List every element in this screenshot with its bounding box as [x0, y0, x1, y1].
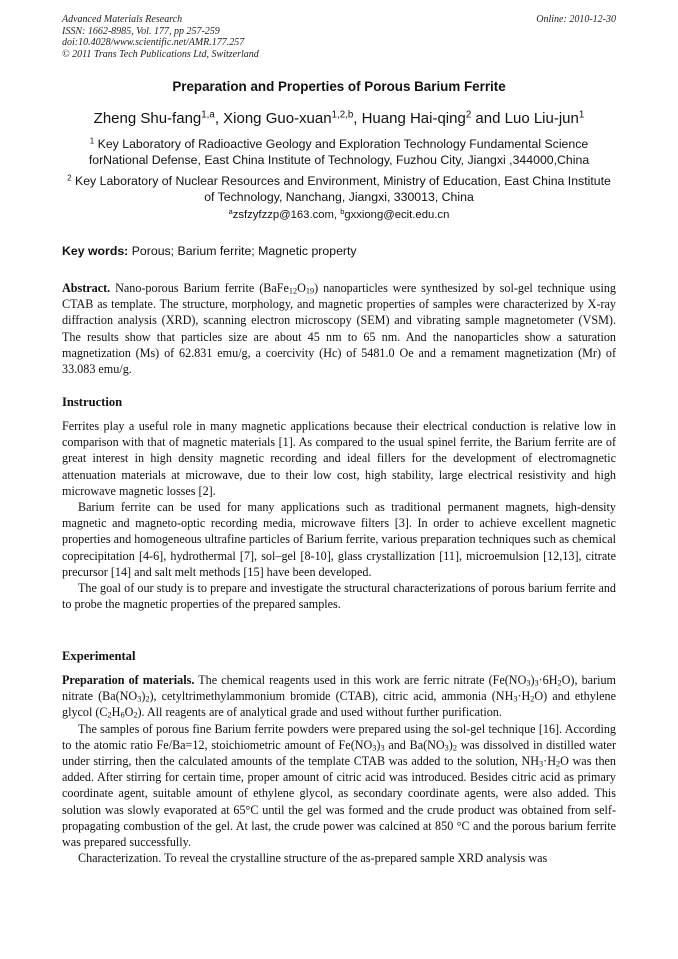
text-run: O) and ethylene glycol (C — [62, 689, 616, 720]
online-date: Online: 2010-12-30 — [536, 14, 616, 25]
author-separator: , — [353, 110, 362, 127]
subscript: 3 — [372, 743, 377, 753]
author-superscript: 1,a — [201, 109, 215, 121]
copyright-line: © 2011 Trans Tech Publications Ltd, Switzerland — [62, 48, 259, 60]
abstract-label: Abstract. — [62, 281, 111, 295]
paragraph: Characterization. To reveal the crystalline structure of the as-prepared sample XRD analysis was — [78, 851, 548, 866]
subscript: 3 — [137, 694, 142, 704]
subscript: 3 — [534, 678, 539, 688]
subscript: 12 — [288, 286, 298, 296]
text-run: and Ba(NO — [384, 737, 445, 752]
affiliation-line: Key Laboratory of Radioactive Geology and Exploration Technology Fundamental Science — [97, 137, 589, 151]
text-run: ), cetyltrimethylammonium bromide (CTAB), citric acid, ammonia (NH — [149, 689, 514, 704]
journal-name: Advanced Materials Research — [62, 14, 183, 25]
text-run: The chemical reagents used in this work are ferric nitrate (Fe(NO — [194, 673, 527, 687]
affiliation-superscript: 2 — [67, 173, 72, 183]
affiliation-2 — [62, 174, 616, 205]
section-heading-experimental: Experimental — [62, 649, 136, 663]
experimental-body — [62, 672, 616, 866]
subscript: 2 — [555, 759, 561, 769]
subscript: 6 — [120, 711, 125, 721]
introduction-body — [62, 418, 616, 612]
abstract-text: ) nanoparticles were synthesized by sol-gel technique using CTAB as template. The structure, morphology, and magnetic properties of samples were characterized by X-ray diffraction analysis (XRD), scanning electron microscopy (SEM) and vibrating sample magnetometer (VSM). The results show that particles size are about 45 nm to 65 nm. And the nanoparticles show a saturation magnetization (Ms) of 62.831 emu/g, a coercivity (Hc) of 5481.0 Oe and a remament magnetization (Mr) of 33.083 emu/g. — [62, 281, 616, 377]
text-run: ·H — [543, 754, 556, 769]
subscript: 2 — [530, 694, 535, 704]
affiliation-superscript: 1 — [89, 136, 95, 146]
email-superscript: a — [228, 206, 233, 216]
doi-line: doi:10.4028/www.scientific.net/AMR.177.257 — [62, 37, 245, 49]
author-name: Xiong Guo-xuan — [223, 110, 332, 127]
journal-header — [62, 14, 616, 60]
affiliation-line: Key Laboratory of Nuclear Resources and Environment, Ministry of Education, East China Institute — [75, 174, 611, 188]
text-run: The samples of porous fine Barium ferrite powders were prepared using the sol-gel technique [16]. According to the atomic ratio Fe/Ba=12, stoichiometric amount of Fe(NO — [62, 721, 616, 752]
subscript: 2 — [452, 743, 457, 753]
author-separator: and — [471, 110, 505, 127]
keywords — [62, 244, 616, 258]
subscript: 19 — [305, 286, 315, 296]
author-name: Huang Hai-qing — [361, 110, 466, 127]
abstract-text: O — [297, 281, 306, 295]
author-name: Zheng Shu-fang — [93, 110, 202, 127]
issn-line: ISSN: 1662-8985, Vol. 177, pp 257-259 — [62, 25, 220, 37]
text-run: ) — [448, 737, 453, 752]
text-run: ). All reagents are of analytical grade and used without further purification. — [137, 705, 502, 720]
email-address: zsfzyfzzp@163.com — [232, 209, 334, 221]
author-list — [62, 110, 616, 127]
subscript: 3 — [380, 743, 385, 753]
text-run: ) — [141, 689, 146, 704]
abstract — [62, 280, 616, 377]
text-run: H — [111, 705, 121, 720]
paragraph: Ferrites play a useful role in many magnetic applications because their electrical conduction is relative low in comparison with that of magnetic materials [1]. As compared to the usual spinel ferrite, the Barium ferrite are of great interest in high density magnetic recording and ideal fillers for the development of electromagnetic attenuation materials at microwave, due to their low cost, high stability, large electrical resistivity and high microwave magnetic losses [2]. — [62, 419, 616, 498]
email-address: gxxiong@ecit.edu.cn — [344, 209, 450, 221]
subscript: 2 — [557, 678, 562, 688]
email-superscript: b — [340, 206, 345, 216]
section-heading-introduction: Instruction — [62, 395, 123, 409]
paragraph: Barium ferrite can be used for many applications such as traditional permanent magnets, high-density magnetic and magneto-optic recording media, microwave filters [3]. In order to achieve excellent magnetic properties and homogeneous ultrafine particles of Barium ferrite, various preparation techniques such as chemical coprecipitation [4-6], hydrothermal [7], sol–gel [8-10], glass crystallization [11], microemulsion [12,13], citrate precursor [14] and salt melt methods [15] have been developed. — [62, 500, 616, 579]
author-separator: , — [214, 110, 224, 127]
subscript: 2 — [133, 711, 138, 721]
affiliation-line: forNational Defense, East China Institute of Technology, Fuzhou City, Jiangxi ,344000,China — [88, 152, 590, 167]
affiliation-1 — [62, 137, 616, 168]
keywords-label: Key words: — [62, 244, 129, 258]
subscript: 2 — [145, 694, 150, 704]
abstract-text: Nano-porous Barium ferrite (BaFe — [110, 281, 289, 295]
subscript: 3 — [444, 743, 449, 753]
text-run: ·6H — [538, 673, 558, 687]
author-superscript: 1,2,b — [331, 109, 354, 121]
author-name: Luo Liu-jun — [504, 110, 579, 127]
text-run: was dissolved in distilled water under stirring, then the calculated amounts of the template CTAB was added to the solution, NH — [62, 737, 616, 769]
text-run: ·H — [517, 689, 531, 704]
text-run: ) — [376, 737, 381, 752]
paragraph — [62, 672, 616, 721]
author-superscript: 2 — [465, 109, 472, 121]
paragraph: The goal of our study is to prepare and investigate the structural characterizations of porous barium ferrite and to probe the magnetic properties of the prepared samples. — [62, 581, 616, 612]
subscript: 3 — [539, 759, 544, 769]
subscript: 3 — [513, 694, 518, 704]
text-run: O — [124, 705, 134, 720]
email-line: $^a$zsfzyfzzp@163.com, $^b$gxxiong@ecit.edu.cn — [228, 206, 450, 221]
subsection-label: Preparation of materials. — [62, 673, 195, 687]
text-run: O was then added. After stirring for certain time, proper amount of citric acid was introduced. Besides citric acid as primary coordinate agent, suitable amount of ethylene glycol, as secondary coordinate agents, were also added. This solution was slowly evaporated at 65°C until the gel was formed and the crude product was obtained from self-propagating combustion of the gel. At last, the crude power was calcined at 850 °C and the porous barium ferrite was prepared successfully. — [62, 754, 617, 850]
text-run: O), barium nitrate (Ba(NO — [62, 673, 616, 704]
text-run: ) — [530, 673, 535, 687]
affiliation-line: of Technology, Nanchang, Jiangxi, 330013, China — [204, 189, 474, 204]
author-superscript: 1 — [578, 109, 585, 121]
paper-title: Preparation and Properties of Porous Barium Ferrite — [172, 79, 506, 94]
subscript: 2 — [107, 711, 112, 721]
paragraph — [62, 721, 616, 851]
subscript: 3 — [526, 678, 531, 688]
keywords-text: Porous; Barium ferrite; Magnetic property — [128, 244, 357, 258]
